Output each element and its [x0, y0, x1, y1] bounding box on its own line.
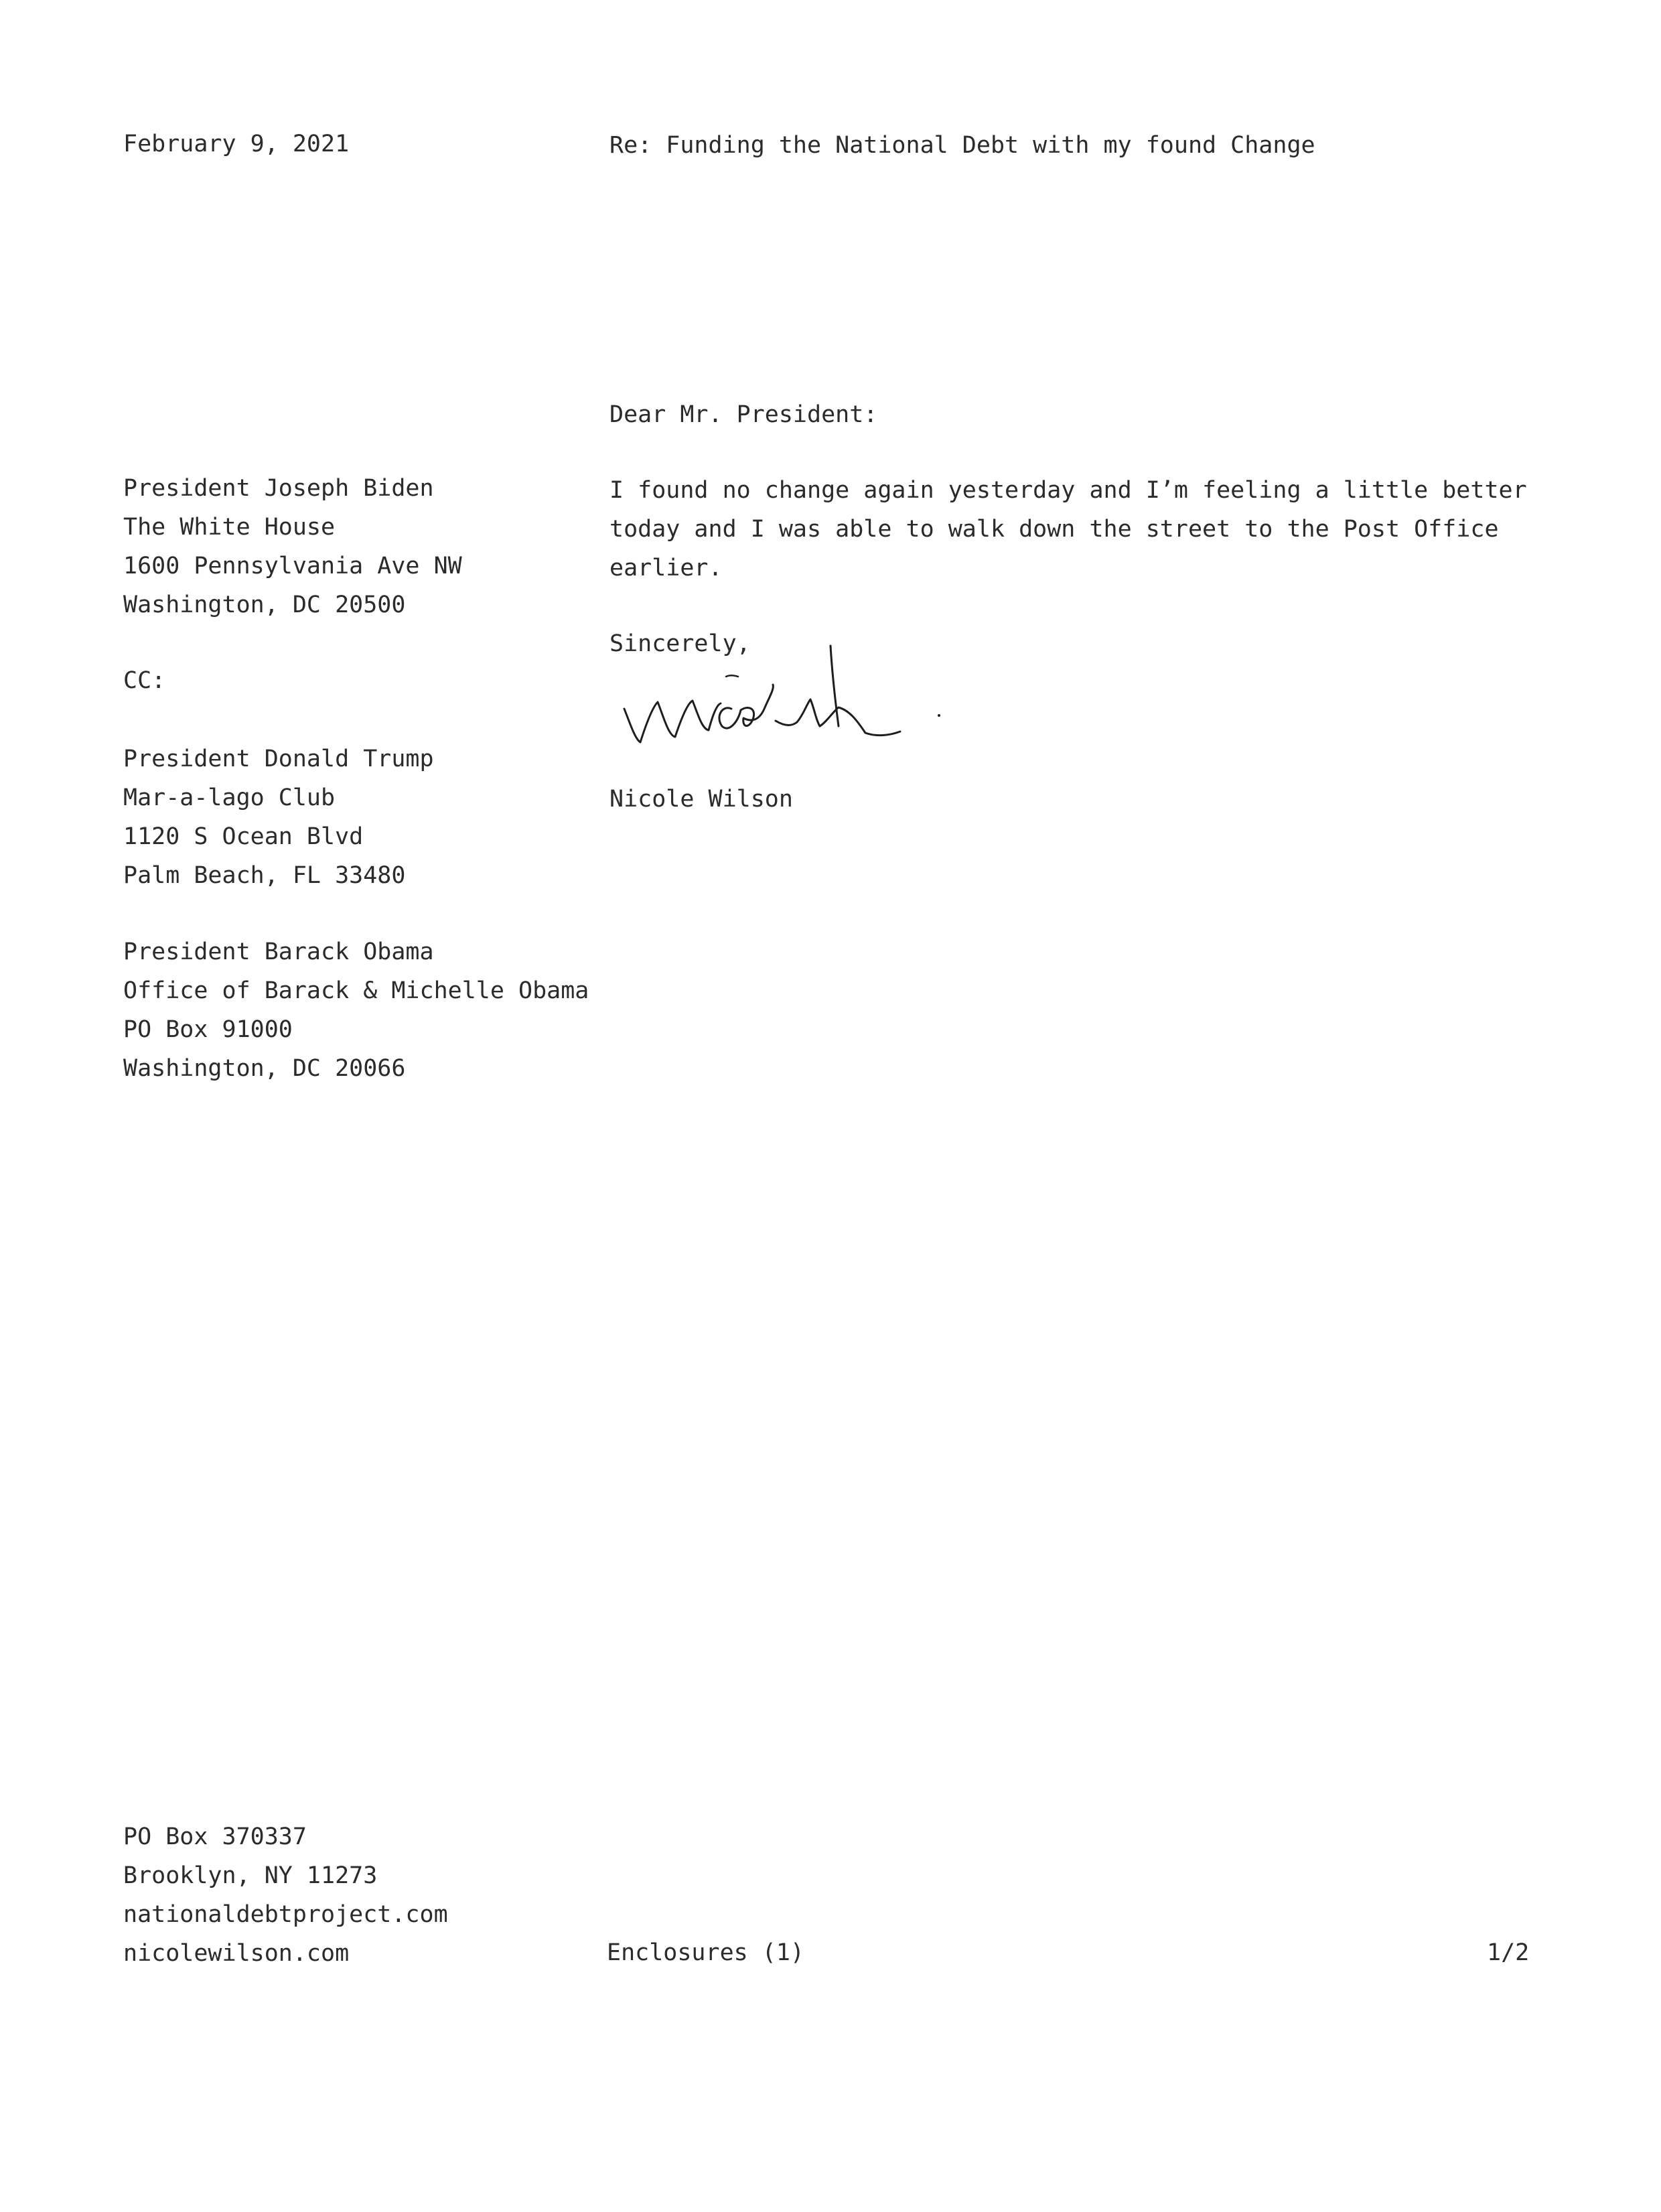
sender-website: nationaldebtproject.com: [123, 1901, 448, 1928]
address-line: Palm Beach, FL 33480: [123, 862, 406, 889]
body-line: earlier.: [609, 555, 723, 581]
address-line: Office of Barack & Michelle Obama: [123, 977, 589, 1004]
sender-line: Brooklyn, NY 11273: [123, 1862, 378, 1889]
letter-body: [609, 471, 1527, 587]
page-number: 1/2: [1487, 1939, 1530, 1966]
cc-recipient-address: [123, 740, 434, 895]
sender-website: nicolewilson.com: [123, 1940, 350, 1967]
cc-recipient-address: [123, 932, 589, 1088]
cc-label: CC:: [123, 667, 166, 694]
signer-name: Nicole Wilson: [609, 786, 793, 813]
salutation: Dear Mr. President:: [609, 401, 878, 428]
letter-subject: Re: Funding the National Debt with my found Change: [609, 132, 1315, 159]
address-line: PO Box 91000: [123, 1016, 293, 1043]
address-line: Mar-a-lago Club: [123, 784, 336, 811]
address-line: Washington, DC 20500: [123, 592, 406, 618]
address-line: The White House: [123, 514, 336, 541]
sender-line: PO Box 370337: [123, 1823, 307, 1850]
address-line: President Barack Obama: [123, 939, 434, 965]
recipient-address: [123, 469, 462, 624]
enclosures-note: Enclosures (1): [607, 1939, 805, 1966]
address-line: President Donald Trump: [123, 746, 434, 772]
body-line: today and I was able to walk down the street to the Post Office: [609, 516, 1499, 543]
letter-date: February 9, 2021: [123, 131, 350, 157]
signature: [615, 642, 963, 756]
closing: Sincerely,: [609, 630, 751, 657]
address-line: Washington, DC 20066: [123, 1055, 406, 1082]
sender-address: [123, 1817, 448, 1973]
address-line: 1120 S Ocean Blvd: [123, 823, 364, 850]
address-line: President Joseph Biden: [123, 475, 434, 502]
body-line: I found no change again yesterday and I’m feeling a little better: [609, 477, 1527, 504]
address-line: 1600 Pennsylvania Ave NW: [123, 553, 462, 579]
